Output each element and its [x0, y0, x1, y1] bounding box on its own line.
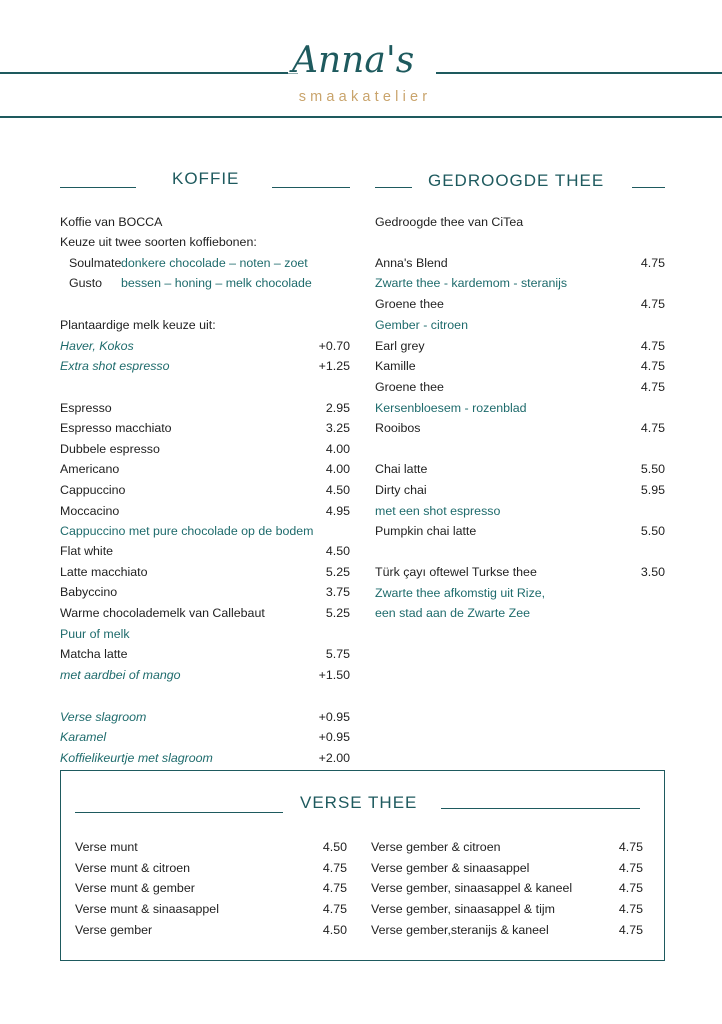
brand-subtitle: smaakatelier [298, 89, 432, 105]
menu-item: Dirty chai 5.95 [375, 483, 665, 497]
bean-option: Soulmate donkere chocolade – noten – zoet [69, 256, 308, 270]
menu-item: Cappuccino 4.50 [60, 483, 350, 497]
header-line-top-left [0, 72, 298, 74]
brand-logo [288, 36, 438, 84]
menu-item-note: met een shot espresso [375, 504, 501, 518]
menu-item: Pumpkin chai latte 5.50 [375, 524, 665, 538]
menu-item: Latte macchiato 5.25 [60, 565, 350, 579]
menu-item: Verse gember & citroen 4.75 [371, 840, 643, 854]
koffie-title: KOFFIE [172, 169, 240, 188]
menu-item: Earl grey 4.75 [375, 339, 665, 353]
bean-option: Gusto bessen – honing – melk chocolade [69, 276, 312, 290]
menu-item-note: Gember - citroen [375, 318, 468, 332]
milk-intro: Plantaardige melk keuze uit: [60, 318, 216, 332]
menu-item: Groene thee 4.75 [375, 297, 665, 311]
header-line-top-right [436, 72, 722, 74]
menu-item: Anna's Blend 4.75 [375, 256, 665, 270]
menu-topping: Karamel +0.95 [60, 730, 350, 744]
brand-script-text: Anna's [292, 40, 415, 81]
thee-intro: Gedroogde thee van CiTea [375, 215, 524, 229]
menu-item: Verse munt 4.50 [75, 840, 347, 854]
thee-rule-right [632, 187, 665, 188]
menu-item: Chai latte 5.50 [375, 462, 665, 476]
menu-item: Kamille 4.75 [375, 359, 665, 373]
menu-item: Verse gember, sinaasappel & kaneel 4.75 [371, 881, 643, 895]
menu-item: Türk çayı oftewel Turkse thee 3.50 [375, 565, 665, 579]
menu-extra: Extra shot espresso +1.25 [60, 359, 350, 373]
header-line-bottom [0, 116, 722, 118]
menu-item: Verse gember, sinaasappel & tijm 4.75 [371, 902, 643, 916]
menu-item: Matcha latte 5.75 [60, 647, 350, 661]
menu-item: Verse munt & citroen 4.75 [75, 861, 347, 875]
menu-item: Verse gember 4.50 [75, 923, 347, 937]
koffie-intro-line: Keuze uit twee soorten koffiebonen: [60, 235, 257, 249]
menu-item-note: Zwarte thee - kardemom - steranijs [375, 276, 568, 290]
menu-topping: Koffielikeurtje met slagroom +2.00 [60, 751, 350, 765]
menu-item: Warme chocolademelk van Callebaut 5.25 [60, 606, 350, 620]
koffie-rule-left [60, 187, 136, 188]
menu-item: Verse gember & sinaasappel 4.75 [371, 861, 643, 875]
verse-rule-left [75, 812, 283, 813]
menu-item: Verse munt & sinaasappel 4.75 [75, 902, 347, 916]
menu-item: Verse munt & gember 4.75 [75, 881, 347, 895]
menu-item: Espresso 2.95 [60, 401, 350, 415]
menu-item: Americano 4.00 [60, 462, 350, 476]
thee-rule-left [375, 187, 412, 188]
menu-item: Moccacino 4.95 [60, 504, 350, 518]
menu-item: Groene thee 4.75 [375, 380, 665, 394]
verse-rule-right [441, 808, 640, 809]
menu-item: Flat white 4.50 [60, 544, 350, 558]
verse-title: VERSE THEE [300, 793, 418, 812]
menu-extra: Haver, Kokos +0.70 [60, 339, 350, 353]
menu-item-note: Zwarte thee afkomstig uit Rize, [375, 586, 546, 600]
menu-item: Babyccino 3.75 [60, 585, 350, 599]
menu-item-note: een stad aan de Zwarte Zee [375, 606, 530, 620]
koffie-intro-line: Koffie van BOCCA [60, 215, 163, 229]
menu-topping: Verse slagroom +0.95 [60, 710, 350, 724]
menu-item-note: Kersenbloesem - rozenblad [375, 401, 527, 415]
menu-item: Espresso macchiato 3.25 [60, 421, 350, 435]
menu-item: Verse gember,steranijs & kaneel 4.75 [371, 923, 643, 937]
menu-item-note: Puur of melk [60, 627, 130, 641]
menu-item-note: Cappuccino met pure chocolade op de bodem [60, 524, 314, 538]
thee-title: GEDROOGDE THEE [428, 171, 605, 190]
koffie-rule-right [272, 187, 350, 188]
menu-extra: met aardbei of mango +1.50 [60, 668, 350, 682]
menu-item: Dubbele espresso 4.00 [60, 442, 350, 456]
menu-item: Rooibos 4.75 [375, 421, 665, 435]
